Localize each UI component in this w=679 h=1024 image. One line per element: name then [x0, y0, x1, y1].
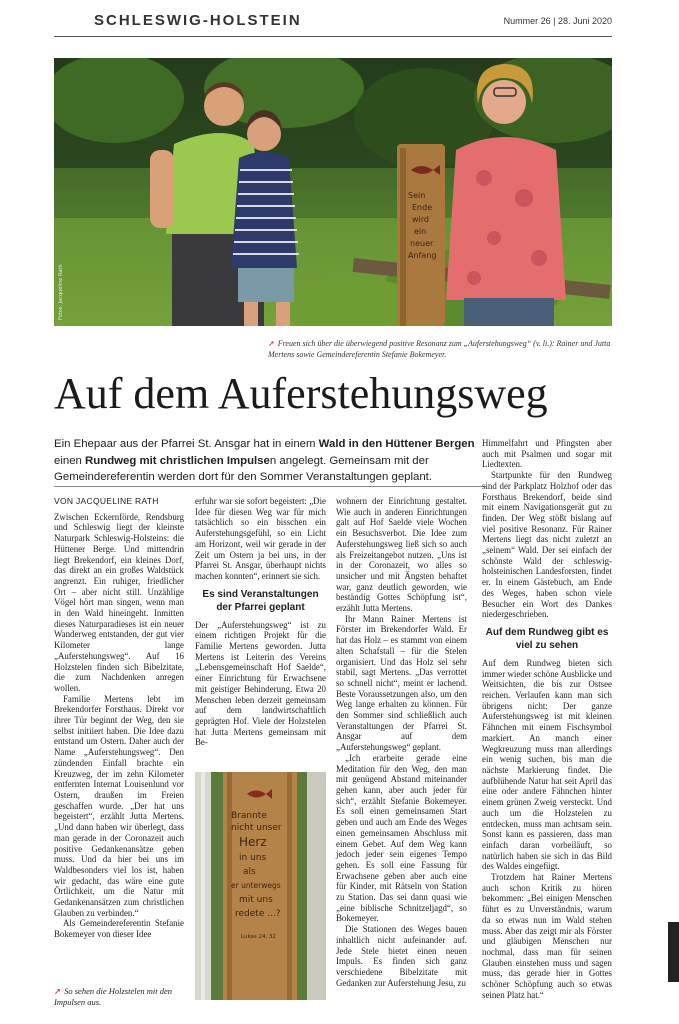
paragraph: Zwischen Eckernförde, Rendsburg und Schleswig liegt der kleinste Naturpark Schleswig-Holsteins: die Hüttener Berge. Und mittendrin liegt Brekendorf, ein kleines Dorf, das direkt an ein großes Waldstück angrenzt. Ein ruhiger, friedlicher Ort – aber nicht still. Unzählige Vögel hört man singen, wenn man in den Wald hineingeht. Inmitten dieses Naturparadieses ist ein neuer Wanderweg entstanden, der gut vier Kilometer lange „Auferstehungsweg“. Auf 16 Holzstelen finden sich Bibelzitate, die zum Nachdenken anregen wollen. [54, 511, 184, 693]
svg-text:ein: ein [414, 227, 427, 236]
photo-caption: ➚ Freuen sich über die überwiegend positive Resonanz zum „Auferstehungsweg“ (v. li.): Rainer und Jutta Mertens sowie Gemeindereferentin Stefanie Bokemeyer. [268, 339, 611, 359]
paragraph: Als Gemeindereferentin Stefanie Bokemeyer von dieser Idee [54, 918, 184, 940]
svg-text:Brannte: Brannte [231, 811, 267, 821]
issue-info: Nummer 26 | 28. Juni 2020 [503, 16, 612, 26]
svg-text:als: als [243, 867, 256, 877]
svg-text:redete ...?: redete ...? [235, 909, 281, 919]
section-title: SCHLESWIG-HOLSTEIN [94, 12, 302, 29]
wooden-stele-image [195, 772, 326, 1000]
column-4 [482, 438, 612, 1000]
paragraph: „Ich erarbeite gerade eine Meditation für den Weg, den man mit genügend Abstand miteinander gehen kann, aber auch jeder für sich“, erzählt Stefanie Bokemeyer. Es soll einen gemeinsamen Start geben und auch am Ende des Weges einen gemeinsamen Abschluss mit einem Gebet. Auf dem Weg kann jedoch jeder sein eigenes Tempo gehen. Es soll eine Fassung für Erwachsene geben aber auch eine für Kinder, mit Rätseln von Station zu Station. Das sei dann quasi wie „eine biblische Schnitzeljagd“, so Bokemeyer. [336, 752, 467, 924]
page-edge-marker [668, 922, 679, 982]
column-1 [54, 496, 184, 940]
paragraph: wohnern der Einrichtung gestaltet. Wie auch in anderen Einrichtungen galt auf Hof Saelde viele Wochen ein Besuchsverbot. Die Idee zum Auferstehungsweg ließ sich so auch als Freizeitangebot nutzen. „Uns ist in der Coronazeit, wo alles so unsicher und mit Ängsten behaftet war, ganz deutlich geworden, wie beständig Gottes Schöpfung ist“, erzählt Jutta Mertens. [336, 496, 467, 614]
column-2 [195, 496, 326, 748]
subheading: Es sind Veranstaltungen der Pfarrei geplant [202, 588, 319, 613]
arrow-icon: ➚ [268, 339, 275, 348]
paragraph: Die Stationen des Weges bauen inhaltlich nicht aufeinander auf. Jede Stele bietet einen neuen Impuls. Es finden sich ganz verschiedene Bibelzitate mit Gedanken zur Auferstehung Jesu, zu [336, 924, 467, 988]
svg-text:in uns: in uns [239, 853, 267, 863]
svg-text:nicht unser: nicht unser [231, 823, 282, 833]
paragraph: Himmelfahrt und Pfingsten aber auch mit Psalmen und sogar mit Liedtexten. [482, 438, 612, 470]
forest-photo [54, 58, 612, 326]
paragraph: erfuhr war sie sofort begeistert: „Die Idee für diesen Weg war für mich tatsächlich so ein bisschen ein Auferstehungsgefühl, so ein Licht am Horizont, weil wir gerade in der Zeit um Ostern ja bei uns, in der Pfarrei St. Ansgar, überhaupt nichts machen konnten“, erinnert sie sich. [195, 496, 326, 581]
byline: VON JACQUELINE RATH [54, 496, 159, 506]
headline: Auf dem Auferstehungsweg [54, 369, 548, 418]
lead-divider [54, 486, 486, 487]
svg-text:neuer: neuer [410, 239, 434, 248]
paragraph: Auf dem Rundweg bieten sich immer wieder schöne Ausblicke und Weitsichten, die bis zur Ostsee reichen. Verlaufen kann man sich übrigens nicht: Der ganze Auferstehungsweg ist mit kleinen Fähnchen mit einem Fischsymbol markiert. An manch einer Wegkreuzung muss man allerdings ein wenig suchen, bis man die nächste Markierung findet. Die aufblühende Natur hat seit April das eine oder andere Fähnchen hinter einem grünen Zweig versteckt. Und auch um die Holzstelen zu entdecken, muss man achtsam sein. Sonst kann es passieren, dass man einfach daran vorbeiläuft, so natürlich haben sie sich in das Bild des Waldes eingefügt. [482, 657, 612, 872]
page-header [54, 12, 612, 37]
svg-text:mit uns: mit uns [239, 895, 273, 905]
main-photo [54, 58, 612, 326]
svg-text:er unterwegs: er unterwegs [231, 881, 281, 890]
paragraph: Der „Auferstehungsweg“ ist zu einem richtigen Projekt für die Familie Mertens geworden. Jutta Mertens ist Leiterin des Vereins „Lebensgemeinschaft Hof Saelde“, einer Einrichtung für Erwachsene mit geistiger Behinderung. Etwa 20 Menschen leben derzeit gemeinsam auf dem landwirtschaftlich geprägten Hof. Viele der Holzstelen hat Jutta Mertens gemeinsam mit Be- [195, 619, 326, 748]
subheading: Auf dem Rundweg gibt es viel zu sehen [485, 626, 609, 651]
arrow-icon: ➚ [54, 986, 62, 996]
svg-text:Ende: Ende [412, 203, 433, 212]
lead-paragraph: Ein Ehepaar aus der Pfarrei St. Ansgar hat in einem Wald in den Hüttener Bergen einen Rundweg mit christlichen Impulsen angelegt. Gemeinsam mit der Gemeindereferentin werden dort für den Sommer Veranstaltungen geplant. [54, 438, 475, 483]
svg-text:Sein: Sein [408, 191, 426, 200]
column-3 [336, 496, 467, 988]
svg-text:Lukas 24, 32: Lukas 24, 32 [241, 934, 277, 940]
paragraph: Ihr Mann Rainer Mertens ist Förster im Brekendorfer Wald. Er hat das Holz – es stammt von einem alten Schafstall – für die Stelen organisiert. Und das Holz sei sehr stabil, sagt Mertens. „Das verrottet so schnell nicht“, meint er lachend. Beste Voraussetzungen also, um den Weg lange erhalten zu können. Für den Sommer sind schließlich auch Veranstaltungen der Pfarrei St. Ansgar auf dem „Auferstehungsweg“ geplant. [336, 613, 467, 753]
svg-text:wird: wird [412, 215, 429, 224]
stele-caption: ➚ So sehen die Holzstelen mit den Impulsen aus. [54, 986, 173, 1007]
photo-credit: Fotos: Jacqueline Rath [58, 264, 64, 320]
svg-text:Herz: Herz [239, 835, 267, 849]
stele-photo [195, 772, 326, 1000]
paragraph: Startpunkte für den Rundweg sind der Parkplatz Holzhof oder das Forsthaus Brekendorf, beide sind mit einem Navigationsgerät gut zu finden. Der Weg stößt bislang auf viel positive Resonanz. Für Rainer Mertens liegt das nicht zuletzt an „seinem“ Wald. Der sei einfach der schönste Wald der schleswig-holsteinischen Landesforsten, findet er. In einem Gästebuch, am Ende des Weges, haben schon viele Besucher ein Wort des Dankes niedergeschrieben. [482, 470, 612, 620]
svg-text:Anfang: Anfang [408, 251, 437, 260]
paragraph: Familie Mertens lebt im Brekendorfer Forsthaus. Direkt vor ihrer Tür beginnt der Weg, den sie selbst initiiert haben. Die Idee dazu entstand um Ostern. Daher auch der Name „Auferstehungsweg“. Den zündenden Einfall brachte ein Kreuzweg, der im zehn Kilometer entfernten Internat Louisenlund vor Ostern, draußen im Freien geschaffen wurde. „Der hat uns begeistert“, erzählt Jutta Mertens. „Und dann haben wir überlegt, dass man gerade in der Coronazeit auch positive Gedankenansätze geben muss. Und da hier bei uns im Waldbesonders viel los ist, haben wir gedacht, das wäre eine gute Örtlichkeit, um die Natur mit Gedankenansätzen zum christlichen Glauben zu verbinden.“ [54, 693, 184, 918]
paragraph: Trotzdem hat Rainer Mertens auch schon Kritik zu hören bekommen: „Bei einigen Menschen führt es zu Unverständnis, warum da so etwas nun im Wald stehen muss. Aber das zeigt mir als Förster und gläubigen Menschen nur nochmal, dass man für seinen Glauben einstehen muss und sagen muss, das gerade hier in Gottes schöner Schöpfung auch so etwas seinen Platz hat.“ [482, 872, 612, 1000]
